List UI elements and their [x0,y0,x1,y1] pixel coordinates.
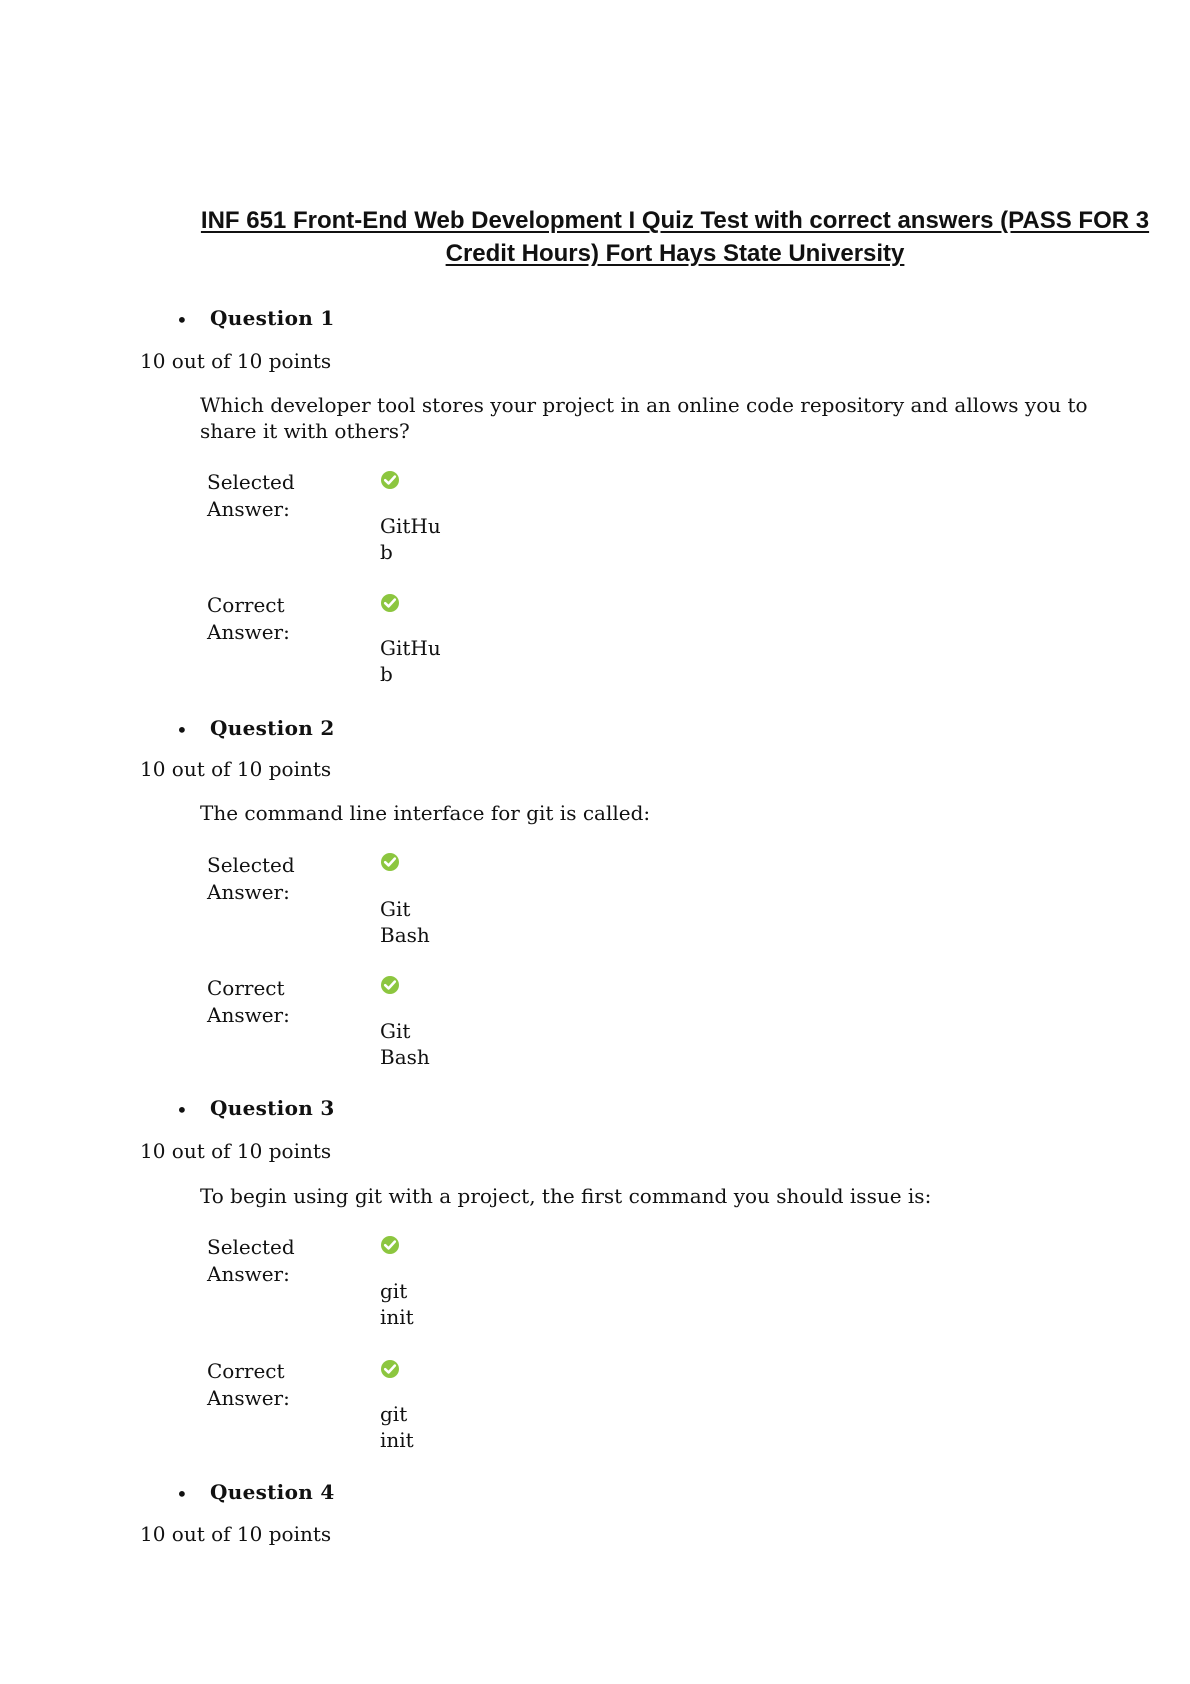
check-circle-icon [380,1235,400,1255]
correct-answer-label: Correct Answer: [207,593,290,644]
correct-answer-label: Correct Answer: [207,976,290,1027]
selected-answer-value: GitHu b [380,514,441,564]
selected-answer-label: Selected Answer: [207,853,295,904]
bullet: • [176,1098,188,1122]
question-text: The command line interface for git is called: [200,801,651,825]
check-circle-icon [380,975,400,995]
correct-answer-value: GitHu b [380,636,441,686]
question-heading: Question 4 [210,1480,335,1504]
correct-answer-value: git init [380,1402,414,1452]
question-points: 10 out of 10 points [140,1139,332,1163]
document-title: INF 651 Front-End Web Development I Quiz Test with correct answers (PASS FOR 3 Credit Hours) Fort Hays State University [200,207,1150,267]
check-circle-icon [380,852,400,872]
selected-answer-value: git init [380,1279,414,1329]
check-circle-icon [380,593,400,613]
check-circle-icon [380,1359,400,1379]
correct-answer-label: Correct Answer: [207,1359,290,1410]
bullet: • [176,718,188,742]
question-points: 10 out of 10 points [140,757,332,781]
correct-answer-value: Git Bash [380,1019,430,1069]
question-text: Which developer tool stores your project in an online code repository and allows you to share it with others? [200,393,1088,443]
question-heading: Question 3 [210,1096,335,1120]
question-text: To begin using git with a project, the first command you should issue is: [200,1184,932,1208]
question-heading: Question 1 [210,306,335,330]
bullet: • [176,308,188,332]
question-points: 10 out of 10 points [140,349,332,373]
selected-answer-label: Selected Answer: [207,1235,295,1286]
bullet: • [176,1482,188,1506]
question-heading: Question 2 [210,716,335,740]
check-circle-icon [380,470,400,490]
selected-answer-label: Selected Answer: [207,470,295,521]
selected-answer-value: Git Bash [380,897,430,947]
question-points: 10 out of 10 points [140,1522,332,1546]
